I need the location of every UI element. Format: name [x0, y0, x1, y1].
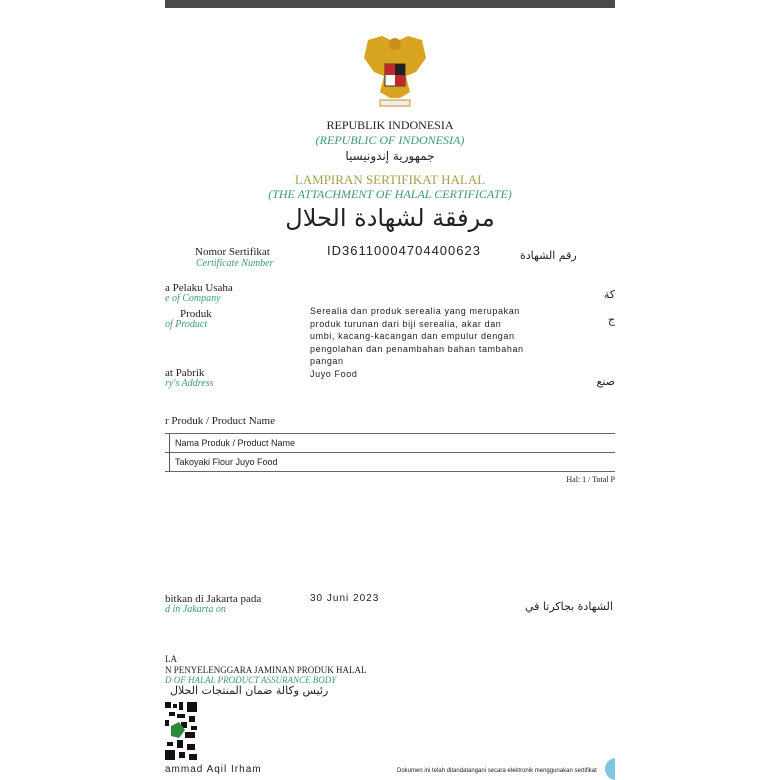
issued-label-ar: الشهادة بجاكرتا في: [525, 600, 613, 613]
cert-label-id: Nomor Sertifikat: [195, 246, 270, 258]
signer-line3: D OF HALAL PRODUCT ASSURANCE BODY: [165, 675, 337, 685]
certificate-page: [165, 0, 615, 780]
viewer-top-bar: [165, 0, 615, 8]
country-ar: جمهورية إندونيسيا: [345, 149, 435, 163]
issue-date: 30 Juni 2023: [310, 593, 380, 604]
country-id: REPUBLIK INDONESIA: [326, 118, 454, 132]
certificate-number: ID36110004704400623: [327, 243, 481, 258]
address-label-id: at Pabrik: [165, 367, 205, 379]
title-en: (THE ATTACHMENT OF HALAL CERTIFICATE): [268, 187, 512, 201]
product-type-label-en: of Product: [165, 319, 208, 330]
address-label-en: ry's Address: [165, 378, 214, 389]
product-type-label-id: Produk: [180, 308, 212, 320]
issued-label-id: bitkan di Jakarta pada: [165, 593, 262, 605]
table-row: Takoyaki Flour Juyo Food: [165, 452, 615, 472]
garuda-emblem-icon: [360, 32, 430, 110]
signer-line-ar: رئيس وكالة ضمان المنتجات الحلال: [170, 684, 329, 697]
cert-label-ar: رقم الشهادة: [520, 249, 577, 262]
company-label-ar: كة: [603, 288, 615, 301]
page-number: Hal: 1 / Total P: [566, 475, 615, 484]
cert-label-en: Certificate Number: [196, 258, 274, 269]
qr-code-icon: [165, 702, 199, 760]
title-id: LAMPIRAN SERTIFIKAT HALAL: [294, 172, 486, 187]
bsre-logo-icon: [605, 758, 615, 780]
product-type-label-ar: ج: [607, 313, 615, 326]
signer-name: ammad Aqil Irham: [165, 764, 262, 775]
signer-line2: N PENYELENGGARA JAMINAN PRODUK HALAL: [165, 665, 367, 675]
country-en: (REPUBLIC OF INDONESIA): [315, 133, 465, 147]
company-label-id: a Pelaku Usaha: [165, 282, 233, 294]
title-ar: مرفقة لشهادة الحلال: [285, 204, 495, 232]
table-header: Nama Produk / Product Name: [165, 433, 615, 452]
product-type-value: Serealia dan produk serealia yang merupakan produk turunan dari biji serealia, akar dan umbi, kacang-kacangan dan empulur dengan pengolahan dan penambahan bahan tambahan pangan Juyo Food: [310, 306, 524, 379]
company-name: Juyo Food: [310, 368, 358, 379]
footer-note: Dokumen ini telah ditandatangani secara elektronik menggunakan sertifikat: [397, 768, 597, 774]
signer-line1: LA: [165, 654, 177, 664]
company-label-en: e of Company: [165, 293, 221, 304]
issued-label-en: d in Jakarta on: [165, 604, 226, 615]
product-list-title: r Produk / Product Name: [165, 415, 275, 427]
address-label-ar: صنع: [596, 375, 615, 388]
